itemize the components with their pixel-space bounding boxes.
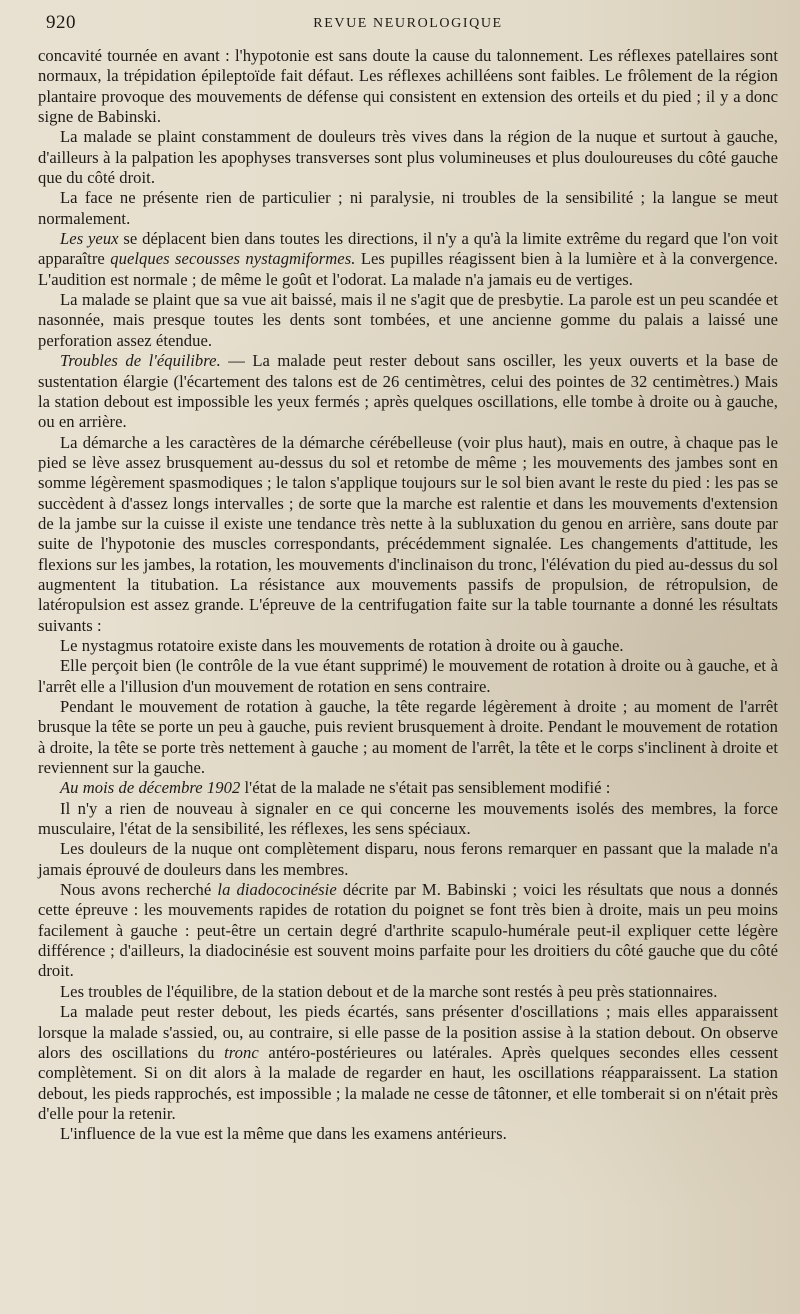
paragraph (38, 799, 778, 840)
paragraph-text: La malade peut rester debout, les pieds écartés, sans présenter d'oscillations ; mais elles apparaissent lorsque la malade s'assied, ou, au contraire, si elle passe de la position assise à la station debout. On observe alors des oscillations du (38, 1002, 778, 1062)
paragraph (38, 229, 778, 290)
paragraph-text: antéro-postérieures ou latérales. Après quelques secondes elles cessent complètement. Si on dit alors à la malade de regarder en haut, les oscillations réapparaissent. La station debout, les pieds rapprochés, est impossible ; la malade ne cesse de tâtonner, et elle tomberait si on n'était près d'elle pour la retenir. (38, 1042, 779, 1123)
paragraph-text: Les troubles de l'équilibre, de la station debout et de la marche sont restés à peu près stationnaires. (60, 981, 718, 1001)
paragraph-text: La malade se plaint que sa vue ait baissé, mais il ne s'agit que de presbytie. La parole est un peu scandée et nasonnée, mais presque toutes les dents sont tombées, et une ancienne gomme du palais a laissé une perforation assez étendue. (38, 290, 778, 350)
paragraph-text: concavité tournée en avant : l'hypotonie est sans doute la cause du talonnement. Les réflexes patellaires sont normaux, la trépidation épileptoïde fait défaut. Les réflexes achilléens sont faibles. Le frôlement de la région plantaire provoque des mouvements de défense qui consistent en extension des orteils et du pied ; il y a donc signe de Babinski. (38, 46, 778, 127)
italic-text: Au mois de décembre 1902 (60, 778, 241, 798)
paragraph-text: Il n'y a rien de nouveau à signaler en ce qui concerne les mouvements isolés des membres, la force musculaire, l'état de la sensibilité, les réflexes, les sens spéciaux. (38, 798, 778, 839)
paragraph (38, 433, 778, 636)
paragraph-text: Les douleurs de la nuque ont complètement disparu, nous ferons remarquer en passant que la malade n'a jamais éprouvé de douleurs dans les membres. (38, 839, 778, 879)
running-title: REVUE NEUROLOGIQUE (313, 16, 503, 31)
paragraph (38, 46, 778, 127)
italic-text: Troubles de l'équilibre. (60, 351, 221, 371)
article-body (38, 46, 778, 1145)
paragraph (38, 188, 778, 229)
paragraph-text: l'état de la malade ne s'était pas sensiblement modifié : (240, 778, 611, 798)
paragraph-text: décrite par M. Babinski ; voici les résultats que nous a donnés cette épreuve : les mouvements rapides de rotation du poignet se font très bien à droite, mais un peu moins facilement à gauche : peut-être un certain degré d'arthrite scapulo-humérale peut-il expliquer cette légère différence ; d'ailleurs, la diadocinésie est souvent moins parfaite pour les droitiers du côté gauche que du côté droit. (38, 880, 778, 981)
page-header (38, 12, 778, 38)
italic-text: tronc (224, 1042, 259, 1062)
italic-text: Les yeux (60, 229, 119, 249)
paragraph-text: Les pupilles réagissent bien à la lumière et à la convergence. L'audition est normale ; de même le goût et l'odorat. La malade n'a jamais eu de vertiges. (38, 249, 778, 289)
paragraph-text: La face ne présente rien de particulier ; ni paralysie, ni troubles de la sensibilité ; la langue se meut normalement. (38, 188, 778, 228)
paragraph-text: La démarche a les caractères de la démarche cérébelleuse (voir plus haut), mais en outre, à chaque pas le pied se lève assez brusquement au-dessus du sol et retombe de même ; les mouvements des jambes sont en somme légèrement spasmodiques ; le talon s'applique toujours sur le sol bien avant le reste du pied : les pas se succèdent à d'assez longs intervalles ; de sorte que la marche est ralentie et dans les mouvements d'extension de la jambe sur la cuisse il existe une tendance très nette à la subluxation du genou en arrière, sans doute par suite de l'hypotonie des muscles correspondants, précédemment signalée. Les changements d'attitude, les flexions sur les jambes, la rotation, les mouvements d'inclinaison du tronc, l'élévation du pied au-dessus du sol augmentent la titubation. La résistance aux mouvements passifs de propulsion, de rétropulsion, de latéropulsion est assez grande. L'épreuve de la centrifugation faite sur la table tournante a donné les résultats suivants : (38, 432, 778, 635)
paragraph (38, 880, 778, 982)
italic-text: la diadococinésie (217, 880, 337, 900)
paragraph (38, 290, 778, 351)
page-number: 920 (46, 12, 76, 33)
paragraph-text: La malade se plaint constamment de douleurs très vives dans la région de la nuque et surtout à gauche, d'ailleurs à la palpation les apophyses transverses sont plus volumineuses et plus douloureuses du côté gauche que du côté droit. (38, 127, 778, 188)
paragraph (38, 1002, 778, 1124)
paragraph-text: Pendant le mouvement de rotation à gauche, la tête regarde légèrement à droite ; au moment de l'arrêt brusque la tête se porte un peu à gauche, puis revient brusquement à droite. Pendant le mouvement de rotation à droite, la tête se porte très nettement à gauche ; au moment de l'arrêt, la tête et le corps s'inclinent à droite et reviennent sur la gauche. (38, 697, 778, 778)
paragraph-text: se déplacent bien dans toutes les directions, il n'y a qu'à la limite extrême du regard que l'on voit apparaître (38, 229, 778, 269)
paragraph (38, 127, 778, 188)
paragraph (38, 778, 778, 798)
paragraph (38, 839, 778, 880)
paragraph (38, 982, 778, 1002)
paragraph-text: — La malade peut rester debout sans osciller, les yeux ouverts et la base de sustentation élargie (l'écartement des talons est de 26 centimètres, celui des pointes de 32 centimètres.) Mais la station debout est impossible les yeux fermés ; après quelques oscillations, elle tombe à droite ou à gauche, ou en arrière. (38, 351, 778, 432)
paragraph-text: L'influence de la vue est la même que dans les examens antérieurs. (60, 1124, 507, 1144)
paragraph-text: Le nystagmus rotatoire existe dans les mouvements de rotation à droite ou à gauche. (60, 635, 624, 655)
paragraph (38, 697, 778, 778)
paragraph-text: Nous avons recherché (60, 880, 218, 900)
paragraph-text: Elle perçoit bien (le contrôle de la vue étant supprimé) le mouvement de rotation à droite ou à gauche, et à l'arrêt elle a l'illusion d'un mouvement de rotation en sens contraire. (38, 656, 778, 696)
paragraph (38, 656, 778, 697)
paragraph (38, 636, 778, 656)
paragraph (38, 351, 778, 432)
paragraph (38, 1124, 778, 1144)
italic-text: quelques secousses nystagmiformes. (110, 249, 356, 269)
